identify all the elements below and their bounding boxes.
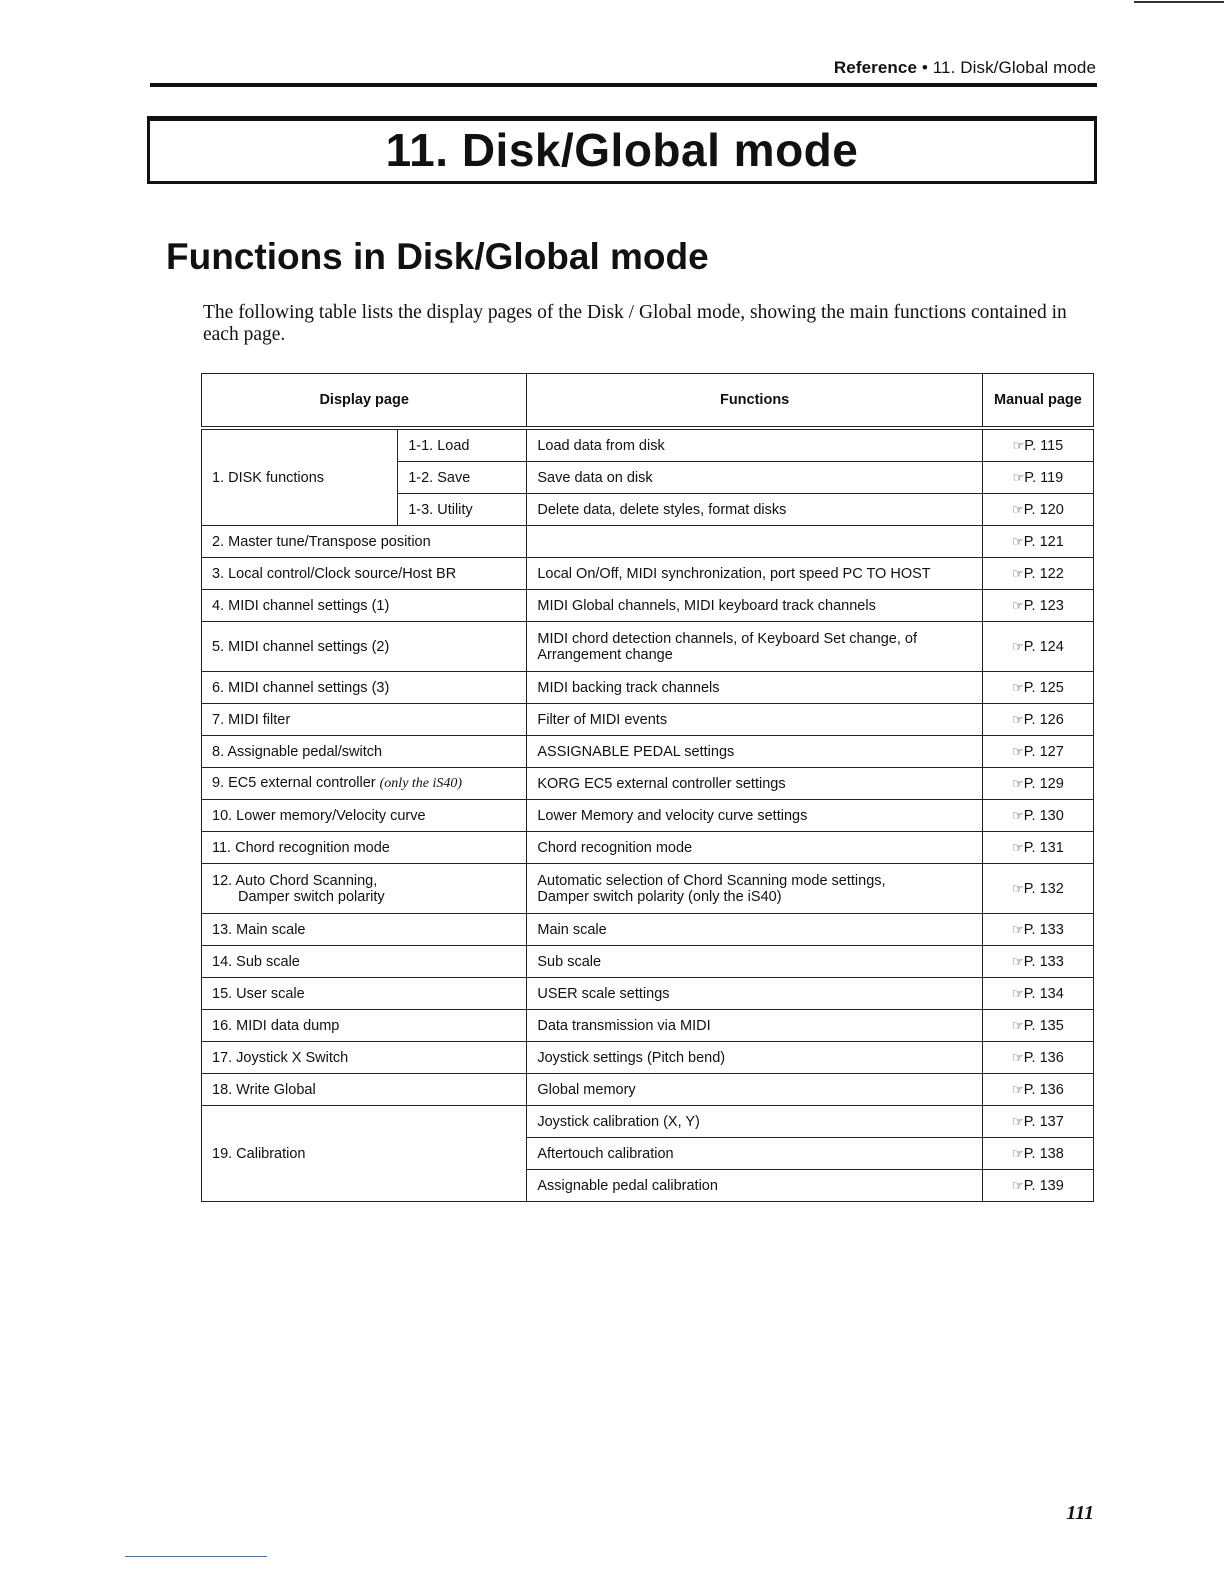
display-page-cell: 18. Write Global <box>202 1074 527 1106</box>
manual-page-cell <box>982 978 1093 1010</box>
header-manual-page: Manual page <box>982 374 1093 429</box>
manual-page-cell <box>982 704 1093 736</box>
function-cell: Joystick settings (Pitch bend) <box>527 1042 983 1074</box>
table-header-row <box>202 374 1094 429</box>
page-number: 111 <box>1066 1502 1094 1524</box>
pointing-hand-icon: ☞ <box>1012 1113 1023 1129</box>
function-cell <box>527 526 983 558</box>
function-cell: Chord recognition mode <box>527 832 983 864</box>
manual-page-ref: P. 138 <box>1023 1145 1064 1162</box>
manual-page-ref: P. 123 <box>1023 597 1064 614</box>
manual-page-cell <box>982 832 1093 864</box>
function-cell: Save data on disk <box>527 462 983 494</box>
running-head <box>834 58 1096 78</box>
function-cell: Joystick calibration (X, Y) <box>527 1106 983 1138</box>
function-cell: Data transmission via MIDI <box>527 1010 983 1042</box>
pointing-hand-icon: ☞ <box>1012 1017 1023 1033</box>
manual-page-ref: P. 127 <box>1023 743 1064 760</box>
table-row <box>202 736 1094 768</box>
function-cell: MIDI backing track channels <box>527 672 983 704</box>
manual-page-ref: P. 122 <box>1023 565 1064 582</box>
manual-page-ref: P. 120 <box>1023 501 1064 518</box>
table-row <box>202 864 1094 914</box>
manual-page-ref: P. 135 <box>1023 1017 1064 1034</box>
manual-page-cell <box>982 558 1093 590</box>
manual-page-ref: P. 125 <box>1023 679 1064 696</box>
manual-page-ref: P. 115 <box>1024 437 1064 454</box>
manual-page-ref: P. 130 <box>1023 807 1064 824</box>
table-row <box>202 672 1094 704</box>
pointing-hand-icon: ☞ <box>1012 533 1023 549</box>
pointing-hand-icon: ☞ <box>1012 1145 1023 1161</box>
chapter-title-box <box>147 116 1097 184</box>
header-functions: Functions <box>527 374 983 429</box>
pointing-hand-icon: ☞ <box>1012 880 1023 896</box>
pointing-hand-icon: ☞ <box>1012 1049 1023 1065</box>
pointing-hand-icon: ☞ <box>1012 985 1023 1001</box>
function-cell: Delete data, delete styles, format disks <box>527 494 983 526</box>
display-page-cell: 6. MIDI channel settings (3) <box>202 672 527 704</box>
sub-page-cell: 1-3. Utility <box>398 494 527 526</box>
manual-page-ref: P. 139 <box>1023 1177 1064 1194</box>
pointing-hand-icon: ☞ <box>1012 597 1023 613</box>
pointing-hand-icon: ☞ <box>1012 638 1023 654</box>
function-line-2: Damper switch polarity (only the iS40) <box>537 888 782 905</box>
manual-page-cell <box>982 736 1093 768</box>
function-cell: Lower Memory and velocity curve settings <box>527 800 983 832</box>
function-cell <box>527 864 983 914</box>
pointing-hand-icon: ☞ <box>1012 1081 1023 1097</box>
display-page-cell: 1. DISK functions <box>202 428 398 526</box>
table-row <box>202 1106 1094 1138</box>
function-cell: Assignable pedal calibration <box>527 1170 983 1202</box>
manual-page-ref: P. 126 <box>1023 711 1064 728</box>
manual-page-cell <box>982 428 1093 462</box>
function-cell: USER scale settings <box>527 978 983 1010</box>
display-page-cell: 7. MIDI filter <box>202 704 527 736</box>
pointing-hand-icon: ☞ <box>1012 501 1023 517</box>
function-cell: MIDI Global channels, MIDI keyboard track channels <box>527 590 983 622</box>
manual-page-ref: P. 134 <box>1023 985 1064 1002</box>
display-page-cell <box>202 864 527 914</box>
manual-page-cell <box>982 914 1093 946</box>
pointing-hand-icon: ☞ <box>1012 565 1023 581</box>
manual-page-cell <box>982 672 1093 704</box>
manual-page-cell <box>982 1010 1093 1042</box>
pointing-hand-icon: ☞ <box>1012 437 1024 453</box>
pointing-hand-icon: ☞ <box>1012 1177 1023 1193</box>
manual-page-cell <box>982 1138 1093 1170</box>
table-row <box>202 978 1094 1010</box>
display-page-note: (only the iS40) <box>379 776 463 791</box>
function-cell: Sub scale <box>527 946 983 978</box>
manual-page-cell <box>982 1074 1093 1106</box>
table-row <box>202 1074 1094 1106</box>
manual-page-ref: P. 129 <box>1023 775 1064 792</box>
pointing-hand-icon: ☞ <box>1012 743 1023 759</box>
table-row <box>202 526 1094 558</box>
display-page-cell: 19. Calibration <box>202 1106 527 1202</box>
pointing-hand-icon: ☞ <box>1012 921 1023 937</box>
table-row <box>202 704 1094 736</box>
header-rule <box>150 83 1097 87</box>
running-head-chapter: 11. Disk/Global mode <box>932 58 1096 77</box>
manual-page-ref: P. 119 <box>1024 469 1064 486</box>
manual-page-cell <box>982 768 1093 800</box>
manual-page-ref: P. 121 <box>1023 533 1064 550</box>
pointing-hand-icon: ☞ <box>1012 953 1023 969</box>
footer-rule <box>125 1556 267 1557</box>
function-cell: MIDI chord detection channels, of Keyboard Set change, of Arrangement change <box>527 622 983 672</box>
manual-page-cell <box>982 1042 1093 1074</box>
pointing-hand-icon: ☞ <box>1012 839 1023 855</box>
display-page-cell: 15. User scale <box>202 978 527 1010</box>
manual-page-cell <box>982 800 1093 832</box>
function-cell: Filter of MIDI events <box>527 704 983 736</box>
manual-page-cell <box>982 590 1093 622</box>
manual-page-cell <box>982 1170 1093 1202</box>
manual-page-cell <box>982 462 1093 494</box>
display-page-line-1: 12. Auto Chord Scanning, <box>212 872 378 889</box>
display-page-cell: 2. Master tune/Transpose position <box>202 526 527 558</box>
table-row <box>202 832 1094 864</box>
running-head-section: Reference <box>833 58 918 77</box>
display-page-cell: 11. Chord recognition mode <box>202 832 527 864</box>
table-row <box>202 768 1094 800</box>
table-row <box>202 914 1094 946</box>
manual-page-cell <box>982 946 1093 978</box>
table-row <box>202 800 1094 832</box>
manual-page-ref: P. 133 <box>1023 921 1064 938</box>
header-display-page: Display page <box>202 374 527 429</box>
functions-table <box>201 373 1094 1202</box>
display-page-cell: 10. Lower memory/Velocity curve <box>202 800 527 832</box>
display-page-cell: 13. Main scale <box>202 914 527 946</box>
manual-page-ref: P. 136 <box>1023 1049 1064 1066</box>
intro-paragraph: The following table lists the display pages of the Disk / Global mode, showing the main functions contained in each page. <box>203 302 1067 345</box>
table-row <box>202 590 1094 622</box>
manual-page-ref: P. 131 <box>1023 839 1064 856</box>
display-page-line-2: Damper switch polarity <box>238 888 385 905</box>
manual-page-ref: P. 133 <box>1023 953 1064 970</box>
display-page-cell: 17. Joystick X Switch <box>202 1042 527 1074</box>
table-row <box>202 622 1094 672</box>
table-row <box>202 428 1094 462</box>
display-page-cell: 14. Sub scale <box>202 946 527 978</box>
section-title: Functions in Disk/Global mode <box>166 236 709 277</box>
chapter-title: 11. Disk/Global mode <box>385 124 859 176</box>
manual-page-ref: P. 136 <box>1023 1081 1064 1098</box>
sub-page-cell: 1-1. Load <box>398 428 527 462</box>
manual-page-ref: P. 137 <box>1023 1113 1064 1130</box>
pointing-hand-icon: ☞ <box>1012 469 1024 485</box>
function-line-1: Automatic selection of Chord Scanning mode settings, <box>537 872 886 889</box>
sub-page-cell: 1-2. Save <box>398 462 527 494</box>
manual-page-cell <box>982 526 1093 558</box>
corner-rule <box>1134 1 1224 3</box>
running-head-bullet: • <box>921 58 928 77</box>
function-cell: KORG EC5 external controller settings <box>527 768 983 800</box>
display-page-cell: 3. Local control/Clock source/Host BR <box>202 558 527 590</box>
function-cell: Main scale <box>527 914 983 946</box>
display-page-text: 9. EC5 external controller <box>212 775 376 791</box>
display-page-cell: 8. Assignable pedal/switch <box>202 736 527 768</box>
table-row <box>202 1010 1094 1042</box>
pointing-hand-icon: ☞ <box>1012 679 1023 695</box>
pointing-hand-icon: ☞ <box>1012 807 1023 823</box>
display-page-cell: 5. MIDI channel settings (2) <box>202 622 527 672</box>
manual-page-cell <box>982 622 1093 672</box>
manual-page-cell <box>982 864 1093 914</box>
display-page-cell: 4. MIDI channel settings (1) <box>202 590 527 622</box>
manual-page-cell <box>982 1106 1093 1138</box>
display-page-cell: 16. MIDI data dump <box>202 1010 527 1042</box>
manual-page-ref: P. 124 <box>1023 638 1064 655</box>
table-row <box>202 1042 1094 1074</box>
function-cell: Aftertouch calibration <box>527 1138 983 1170</box>
pointing-hand-icon: ☞ <box>1012 775 1023 791</box>
table-row <box>202 946 1094 978</box>
table-row <box>202 558 1094 590</box>
function-cell: Local On/Off, MIDI synchronization, port speed PC TO HOST <box>527 558 983 590</box>
function-cell: ASSIGNABLE PEDAL settings <box>527 736 983 768</box>
manual-page-ref: P. 132 <box>1023 880 1064 897</box>
manual-page-cell <box>982 494 1093 526</box>
pointing-hand-icon: ☞ <box>1012 711 1023 727</box>
function-cell: Global memory <box>527 1074 983 1106</box>
display-page-cell <box>202 768 527 800</box>
function-cell: Load data from disk <box>527 428 983 462</box>
